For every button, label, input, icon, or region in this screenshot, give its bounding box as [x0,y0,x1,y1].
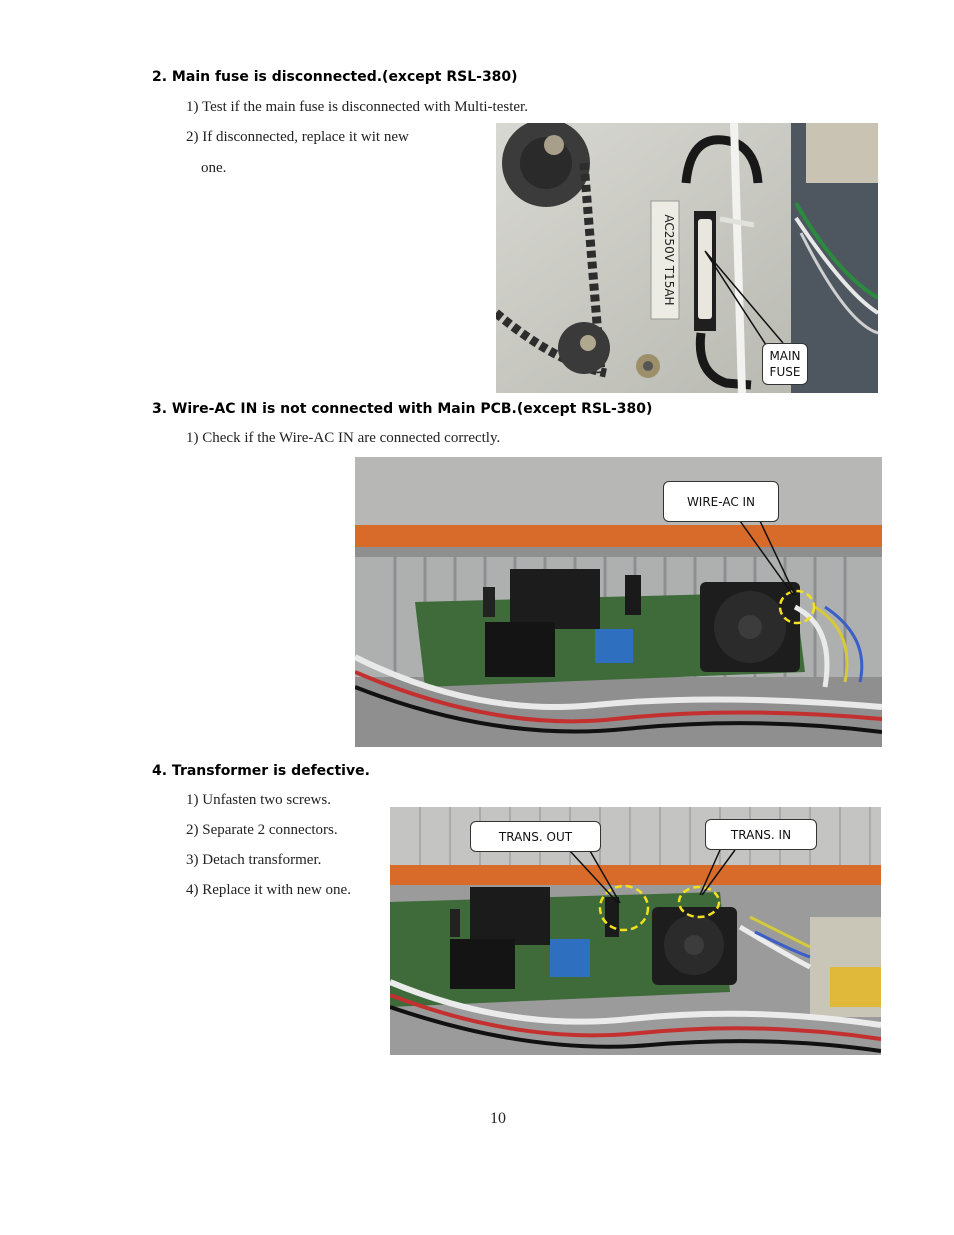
wire-ac-in-callout: WIRE-AC IN [663,481,779,522]
callout-line: FUSE [769,365,801,379]
fuse-rating-label: AC250V T15AH [662,214,676,306]
step-text: 1) Check if the Wire-AC IN are connected correctly. [186,430,501,446]
step-text: 2) Separate 2 connectors. [186,822,338,838]
step-text: 3) Detach transformer. [186,852,322,868]
page-number: 10 [490,1110,506,1127]
section-heading-transformer: 4. Transformer is defective. [152,763,370,779]
trans-out-callout: TRANS. OUT [470,821,601,852]
callout-line: MAIN [769,349,801,363]
transformer-photo [390,807,881,1055]
step-text: one. [201,160,227,176]
section-heading-main-fuse: 2. Main fuse is disconnected.(except RSL-380) [152,69,518,85]
main-fuse-photo [496,123,878,393]
main-fuse-callout [762,343,808,385]
trans-in-callout: TRANS. IN [705,819,817,850]
step-text: 1) Test if the main fuse is disconnected with Multi-tester. [186,99,528,115]
step-text: 4) Replace it with new one. [186,882,351,898]
section-heading-wire-ac-in: 3. Wire-AC IN is not connected with Main PCB.(except RSL-380) [152,401,653,417]
wire-ac-in-photo [355,457,882,747]
step-text: 1) Unfasten two screws. [186,792,331,808]
step-text: 2) If disconnected, replace it wit new [186,129,409,145]
